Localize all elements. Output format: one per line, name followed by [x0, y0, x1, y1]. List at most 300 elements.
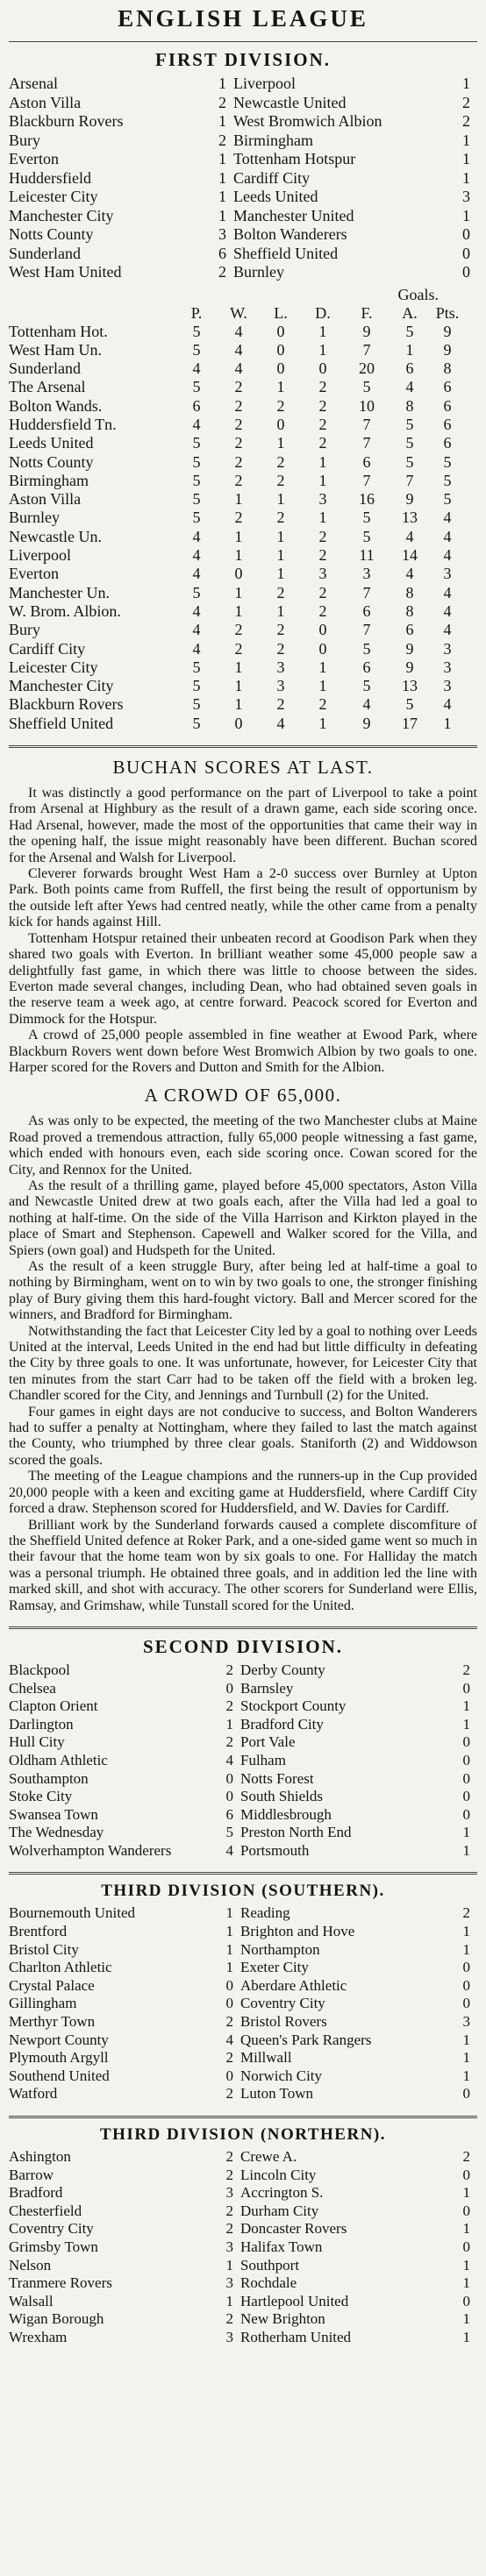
home-team: Grimsby Town	[9, 2238, 98, 2255]
article-paragraph: Four games in eight days are not conducive to success, and Bolton Wanderers had to suffer a penalty at Nottingham, where they failed to last the match against the County, who triumphed by three clear goals. Staniforth (2) and Widdowson scored the goals.	[9, 1404, 477, 1468]
drawn: 2	[318, 695, 327, 714]
team-name: Everton	[9, 565, 59, 583]
result-row	[9, 225, 477, 245]
home-score: 2	[225, 2049, 233, 2067]
away-team: Lincoln City	[240, 2166, 317, 2183]
divider	[9, 1626, 477, 1629]
goals-for: 5	[362, 639, 371, 658]
home-team: Blackpool	[9, 1661, 70, 1678]
second-division-results	[9, 1662, 477, 1861]
goals-for: 7	[362, 471, 371, 489]
lost: 1	[276, 378, 285, 396]
home-score: 2	[225, 2202, 233, 2219]
team-name: Burnley	[9, 509, 60, 527]
goals-for: 10	[359, 396, 375, 415]
goals-against: 13	[402, 677, 418, 695]
table-row	[9, 565, 477, 583]
away-score: 2	[462, 1904, 470, 1922]
team-name: Bolton Wands.	[9, 396, 103, 415]
table-row	[9, 323, 477, 341]
home-team: Manchester City	[9, 206, 114, 224]
won: 1	[234, 583, 243, 601]
won: 2	[234, 471, 243, 489]
table-row	[9, 715, 477, 733]
home-team: Bradford	[9, 2184, 63, 2202]
played: 5	[192, 490, 201, 509]
league-table	[9, 286, 477, 734]
home-score: 1	[225, 1904, 233, 1922]
article-paragraph: The meeting of the League champions and the runners-up in the Cup provided 20,000 people with a keen and exciting game at Huddersfield, where Cardiff City forced a draw. Stephenson scored for Huddersfield, and W. Davies for Cardiff.	[9, 1469, 477, 1517]
home-score: 0	[225, 2067, 233, 2084]
won: 2	[234, 434, 243, 452]
goals-against: 7	[405, 471, 414, 489]
away-score: 0	[462, 1976, 470, 1994]
home-team: Newport County	[9, 2031, 109, 2048]
result-row	[9, 1842, 477, 1861]
played: 5	[192, 434, 201, 452]
result-row	[9, 1733, 477, 1752]
goals-against: 5	[405, 415, 414, 433]
home-team: Nelson	[9, 2256, 52, 2274]
points: 3	[443, 677, 452, 695]
away-score: 0	[462, 263, 470, 281]
goals-against: 8	[405, 583, 414, 601]
away-score: 1	[462, 2184, 470, 2202]
home-team: Bristol City	[9, 1940, 79, 1958]
lost: 2	[276, 583, 285, 601]
drawn: 1	[318, 322, 327, 340]
team-name: Leicester City	[9, 658, 98, 676]
lost: 0	[276, 322, 285, 340]
away-team: Hartlepool United	[240, 2292, 349, 2309]
result-row	[9, 112, 477, 132]
away-team: Manchester United	[233, 206, 354, 224]
away-score: 0	[462, 1679, 470, 1697]
away-score: 1	[462, 2031, 470, 2048]
points: 5	[443, 471, 452, 489]
home-score: 1	[218, 168, 226, 187]
away-team: Burnley	[233, 263, 284, 281]
home-score: 2	[225, 2220, 233, 2238]
home-score: 6	[225, 1805, 233, 1823]
result-row	[9, 2148, 477, 2167]
away-team: Liverpool	[233, 75, 296, 92]
goals-against: 9	[405, 658, 414, 676]
goals-against: 6	[405, 359, 414, 378]
away-score: 0	[462, 2085, 470, 2103]
table-row	[9, 472, 477, 490]
away-score: 1	[462, 2328, 470, 2345]
lost: 1	[276, 601, 285, 620]
home-score: 2	[225, 1697, 233, 1715]
lost: 1	[276, 527, 285, 545]
points: 4	[443, 601, 452, 620]
played: 4	[192, 527, 201, 545]
table-row	[9, 490, 477, 509]
result-row	[9, 150, 477, 169]
points: 6	[443, 415, 452, 433]
article-paragraph: As the result of a thrilling game, played before 45,000 spectators, Aston Villa and Newcastle United drew at two goals each, after the Villa had led a goal to nothing at half-time. On the side of the Villa Harrison and Kirkton played in the place of Smart and Stephenson. Capewell and Walker scored for the Villa, and Spiers (own goal) and Hudspeth for the United.	[9, 1178, 477, 1258]
goals-against: 8	[405, 396, 414, 415]
lost: 4	[276, 714, 285, 732]
goals-against: 9	[405, 639, 414, 658]
played: 5	[192, 471, 201, 489]
result-row	[9, 2167, 477, 2185]
home-score: 2	[225, 2148, 233, 2165]
goals-against: 14	[402, 546, 418, 565]
divider	[9, 1872, 477, 1875]
table-row	[9, 602, 477, 621]
away-score: 1	[462, 2310, 470, 2328]
drawn: 0	[318, 359, 327, 378]
second-division-title: SECOND DIVISION.	[142, 1635, 344, 1657]
team-name: Sunderland	[9, 359, 81, 378]
away-score: 1	[462, 1697, 470, 1715]
away-score: 0	[462, 1959, 470, 1976]
won: 2	[234, 378, 243, 396]
goals-for: 6	[362, 601, 371, 620]
result-row	[9, 1770, 477, 1789]
away-score: 1	[462, 168, 470, 187]
points: 6	[443, 396, 452, 415]
goals-for: 7	[362, 340, 371, 359]
home-score: 4	[225, 1841, 233, 1859]
home-team: Charlton Athletic	[9, 1959, 112, 1976]
away-team: Port Vale	[240, 1733, 296, 1751]
drawn: 2	[318, 546, 327, 565]
away-score: 1	[462, 131, 470, 149]
won: 1	[234, 695, 243, 714]
points: 4	[443, 527, 452, 545]
team-name: West Ham Un.	[9, 340, 103, 359]
goals-against: 17	[402, 714, 418, 732]
result-row	[9, 1697, 477, 1716]
played: 5	[192, 658, 201, 676]
table-row	[9, 416, 477, 434]
won: 0	[234, 714, 243, 732]
lost: 1	[276, 546, 285, 565]
won: 4	[234, 340, 243, 359]
played: 5	[192, 509, 201, 527]
drawn: 2	[318, 434, 327, 452]
home-team: Darlington	[9, 1715, 74, 1733]
drawn: 1	[318, 471, 327, 489]
goals-for: 20	[359, 359, 375, 378]
lost: 1	[276, 565, 285, 583]
drawn: 2	[318, 527, 327, 545]
home-score: 5	[225, 1824, 233, 1841]
lost: 2	[276, 509, 285, 527]
played: 6	[192, 396, 201, 415]
home-score: 3	[225, 2328, 233, 2345]
drawn: 1	[318, 509, 327, 527]
page-title: ENGLISH LEAGUE	[118, 5, 368, 32]
home-score: 3	[225, 2238, 233, 2255]
drawn: 0	[318, 621, 327, 639]
home-score: 1	[218, 188, 226, 205]
table-row	[9, 621, 477, 639]
away-team: New Brighton	[240, 2310, 325, 2328]
away-score: 0	[462, 1769, 470, 1787]
away-score: 0	[462, 1805, 470, 1823]
home-score: 4	[225, 2031, 233, 2048]
won: 4	[234, 359, 243, 378]
home-team: Southampton	[9, 1769, 89, 1787]
drawn: 2	[318, 378, 327, 396]
header-drawn: D.	[315, 303, 331, 322]
played: 5	[192, 714, 201, 732]
away-score: 2	[462, 1661, 470, 1678]
table-row	[9, 359, 477, 378]
lost: 2	[276, 695, 285, 714]
away-team: Notts Forest	[240, 1769, 314, 1787]
goals-for: 5	[362, 677, 371, 695]
result-row	[9, 2184, 477, 2202]
away-team: Durham City	[240, 2202, 319, 2219]
home-team: Notts County	[9, 225, 94, 243]
result-row	[9, 2067, 477, 2086]
home-team: Everton	[9, 150, 59, 167]
home-score: 0	[225, 1995, 233, 2012]
away-score: 0	[462, 1733, 470, 1751]
away-score: 0	[462, 1995, 470, 2012]
first-division-title: FIRST DIVISION.	[155, 49, 331, 70]
played: 5	[192, 677, 201, 695]
away-team: Birmingham	[233, 131, 313, 149]
away-score: 1	[462, 1841, 470, 1859]
away-team: Bradford City	[240, 1715, 324, 1733]
points: 6	[443, 434, 452, 452]
table-row	[9, 397, 477, 416]
article-paragraph: It was distinctly a good performance on the part of Liverpool to take a point from Arsenal at Highbury as the result of a drawn game, each side scoring once. Had Arsenal, however, made the most of the opportunities that came their way in the opening half, the issue might reasonably have been different. Buchan scored for the Arsenal and Walsh for Liverpool.	[9, 786, 477, 865]
points: 1	[443, 714, 452, 732]
result-row	[9, 94, 477, 113]
third-division-south-results	[9, 1904, 477, 2103]
away-team: Rochdale	[240, 2274, 297, 2292]
header-played: P.	[190, 303, 203, 322]
drawn: 2	[318, 396, 327, 415]
table-row	[9, 341, 477, 359]
won: 2	[234, 396, 243, 415]
home-score: 0	[225, 1769, 233, 1787]
result-row	[9, 207, 477, 226]
won: 1	[234, 677, 243, 695]
lost: 0	[276, 340, 285, 359]
points: 6	[443, 378, 452, 396]
won: 2	[234, 509, 243, 527]
article-paragraph: As the result of a keen struggle Bury, after being led at half-time a goal to nothing by Birmingham, went on to win by two goals to one, the stronger finishing play of Bury giving them this hard-fought victory. Ball and Mercer scored for the winners, and Bradford for Birmingham.	[9, 1259, 477, 1323]
drawn: 3	[318, 490, 327, 509]
won: 1	[234, 490, 243, 509]
divider	[9, 2116, 477, 2118]
goals-for: 5	[362, 527, 371, 545]
home-team: Wrexham	[9, 2328, 68, 2345]
article-body	[9, 1114, 477, 1614]
result-row	[9, 2032, 477, 2050]
goals-against: 9	[405, 490, 414, 509]
won: 1	[234, 546, 243, 565]
home-score: 4	[225, 1751, 233, 1768]
article-paragraph: As was only to be expected, the meeting of the two Manchester clubs at Maine Road proved a tremendous attraction, fully 65,000 people witnessing a fast game, which ended with honours even, each side scoring once. Cowan scored for the City, and Rennox for the United.	[9, 1114, 477, 1178]
lost: 1	[276, 490, 285, 509]
home-team: Walsall	[9, 2292, 54, 2309]
points: 9	[443, 340, 452, 359]
result-row	[9, 1959, 477, 1977]
team-name: W. Brom. Albion.	[9, 601, 121, 620]
result-row	[9, 132, 477, 151]
home-score: 1	[218, 75, 226, 92]
league-table-body	[9, 323, 477, 734]
goals-against: 4	[405, 378, 414, 396]
team-name: Huddersfield Tn.	[9, 415, 117, 433]
home-score: 2	[225, 1661, 233, 1678]
table-row	[9, 546, 477, 565]
home-score: 6	[218, 244, 226, 262]
away-team: Bristol Rovers	[240, 2013, 327, 2031]
team-name: Bury	[9, 621, 40, 639]
home-team: The Wednesday	[9, 1824, 104, 1841]
result-row	[9, 2202, 477, 2221]
away-team: Doncaster Rovers	[240, 2220, 347, 2238]
away-team: Reading	[240, 1904, 290, 1922]
away-score: 1	[462, 2067, 470, 2084]
result-row	[9, 2329, 477, 2347]
points: 4	[443, 509, 452, 527]
drawn: 3	[318, 565, 327, 583]
home-score: 1	[225, 1923, 233, 1940]
result-row	[9, 2274, 477, 2293]
away-team: Cardiff City	[233, 168, 311, 187]
team-name: Tottenham Hot.	[9, 322, 108, 340]
away-score: 1	[462, 1715, 470, 1733]
goals-for: 6	[362, 658, 371, 676]
third-division-north-results	[9, 2148, 477, 2347]
away-score: 1	[462, 2256, 470, 2274]
won: 1	[234, 601, 243, 620]
away-team: Exeter City	[240, 1959, 309, 1976]
home-score: 2	[225, 2085, 233, 2103]
goals-for: 5	[362, 378, 371, 396]
result-row	[9, 1752, 477, 1770]
away-score: 1	[462, 1940, 470, 1958]
result-row	[9, 75, 477, 94]
away-score: 1	[462, 1824, 470, 1841]
home-team: Plymouth Argyll	[9, 2049, 109, 2067]
team-name: Birmingham	[9, 471, 89, 489]
article-paragraph: Tottenham Hotspur retained their unbeaten record at Goodison Park when they shared two goals with Everton. In brilliant weather some 45,000 people saw a delightfully fast game, in which there was little to choose between the sides. Everton made several changes, including Dean, who had obtained seven goals in the reserve team a week ago, at centre forward. Peacock scored for Everton and Dimmock for the Hotspur.	[9, 930, 477, 1027]
home-score: 2	[218, 263, 226, 281]
result-row	[9, 1716, 477, 1734]
result-row	[9, 169, 477, 189]
points: 4	[443, 583, 452, 601]
result-row	[9, 2049, 477, 2067]
home-team: West Ham United	[9, 263, 122, 281]
drawn: 1	[318, 658, 327, 676]
team-name: Cardiff City	[9, 639, 86, 658]
result-row	[9, 1662, 477, 1680]
lost: 3	[276, 677, 285, 695]
result-row	[9, 263, 477, 282]
first-division-results	[9, 75, 477, 282]
home-score: 1	[225, 1959, 233, 1976]
third-division-north-title: THIRD DIVISION (NORTHERN).	[99, 2125, 386, 2144]
home-team: Brentford	[9, 1923, 68, 1940]
away-score: 0	[462, 1788, 470, 1805]
result-row	[9, 2310, 477, 2329]
goals-for: 3	[362, 565, 371, 583]
goals-against: 5	[405, 434, 414, 452]
away-score: 1	[462, 75, 470, 92]
away-team: Sheffield United	[233, 244, 339, 262]
table-row	[9, 434, 477, 452]
result-row	[9, 2085, 477, 2103]
table-row	[9, 584, 477, 602]
table-row	[9, 640, 477, 658]
away-score: 0	[462, 244, 470, 262]
team-name: Manchester Un.	[9, 583, 110, 601]
drawn: 1	[318, 452, 327, 471]
home-team: Clapton Orient	[9, 1697, 98, 1715]
home-team: Sunderland	[9, 244, 81, 262]
won: 2	[234, 415, 243, 433]
home-score: 1	[225, 2292, 233, 2309]
home-score: 2	[225, 2013, 233, 2031]
home-team: Bournemouth United	[9, 1904, 136, 1922]
drawn: 1	[318, 714, 327, 732]
away-team: Norwich City	[240, 2067, 323, 2084]
team-name: Liverpool	[9, 546, 71, 565]
home-score: 2	[218, 131, 226, 149]
result-row	[9, 188, 477, 207]
home-score: 2	[225, 2310, 233, 2328]
points: 3	[443, 565, 452, 583]
home-team: Chesterfield	[9, 2202, 82, 2219]
won: 1	[234, 658, 243, 676]
lost: 1	[276, 434, 285, 452]
away-team: Rotherham United	[240, 2328, 352, 2345]
result-row	[9, 1995, 477, 2013]
home-team: Barrow	[9, 2166, 54, 2183]
article-paragraph: Brilliant work by the Sunderland forwards caused a complete discomfiture of the Sheffield United defence at Roker Park, and a one-sided game went so much in their favour that the home team won by six goals to one. For Halliday the match was a personal triumph. He obtained three goals, and in addition led the line with marked skill, and shot with accuracy. The other scorers for Sunderland were Ellis, Ramsay, and Grimshaw, while Tunstall scored for the United.	[9, 1517, 477, 1613]
away-score: 2	[462, 2148, 470, 2165]
away-score: 0	[462, 225, 470, 243]
home-team: Aston Villa	[9, 93, 82, 111]
goals-against: 5	[405, 695, 414, 714]
result-row	[9, 2293, 477, 2311]
home-team: Wolverhampton Wanderers	[9, 1841, 172, 1859]
drawn: 0	[318, 639, 327, 658]
divider	[9, 41, 477, 42]
away-score: 0	[462, 2292, 470, 2309]
home-team: Leicester City	[9, 188, 98, 205]
goals-against: 8	[405, 601, 414, 620]
points: 5	[443, 452, 452, 471]
points: 9	[443, 322, 452, 340]
away-score: 1	[462, 150, 470, 167]
lost: 2	[276, 621, 285, 639]
away-team: Barnsley	[240, 1679, 294, 1697]
article-headline: A CROWD OF 65,000.	[144, 1085, 342, 1107]
away-score: 1	[462, 2220, 470, 2238]
played: 5	[192, 322, 201, 340]
away-team: Luton Town	[240, 2085, 314, 2103]
away-team: Fulham	[240, 1751, 286, 1768]
result-row	[9, 245, 477, 264]
away-team: Crewe A.	[240, 2148, 297, 2165]
home-score: 0	[225, 1679, 233, 1697]
played: 5	[192, 452, 201, 471]
result-row	[9, 1806, 477, 1825]
